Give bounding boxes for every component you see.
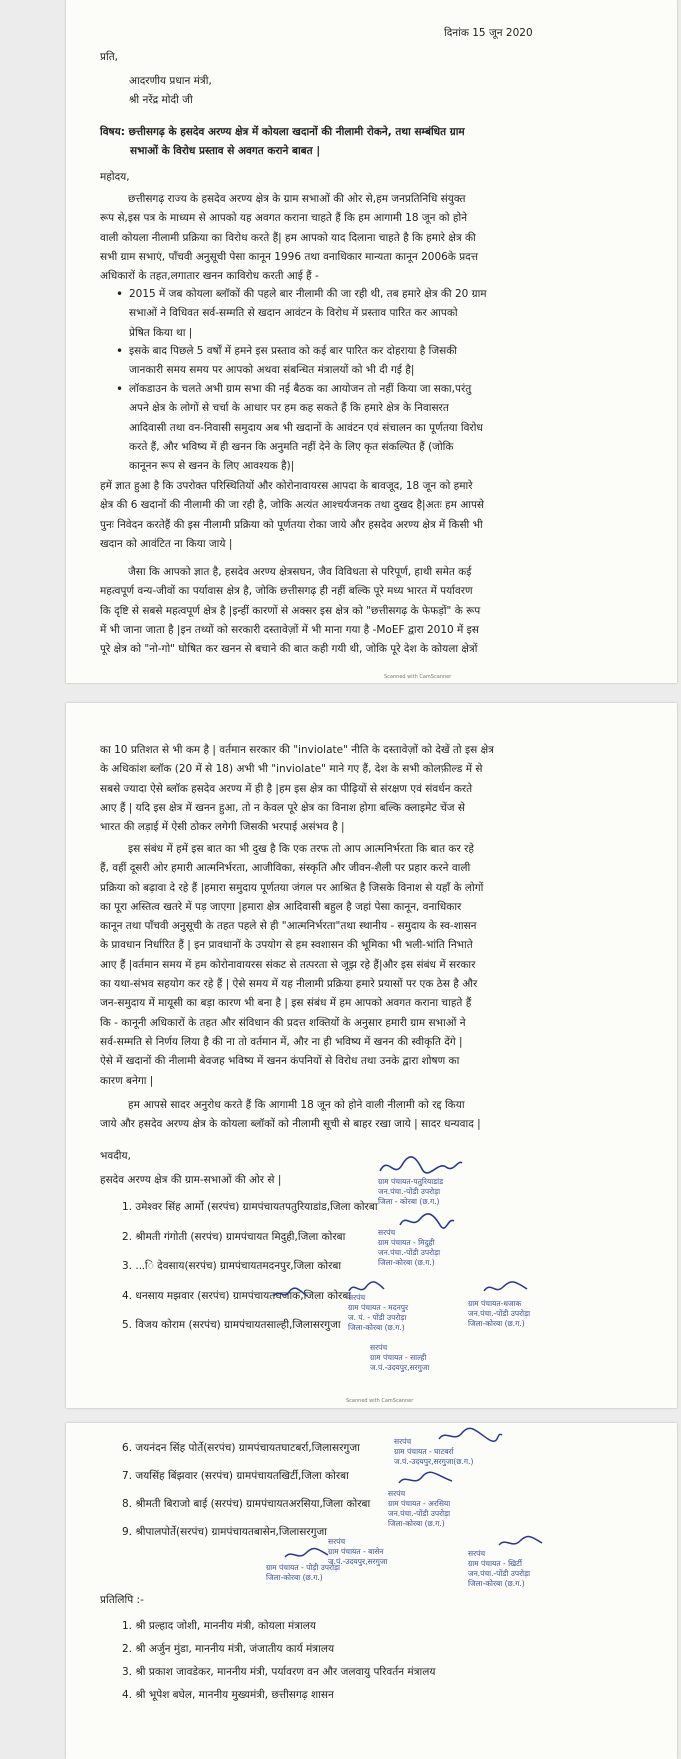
bullet-icon: • [116,344,124,358]
panchayat-stamp: सरपंच ग्राम पंचायत - अरसिया जन.पंचा.-पोंडी उपरोड़ा जिला-कोरबा (छ.ग.) [388,1489,451,1528]
panchayat-stamp: सरपंच ग्राम पंचायत - खिर्टी जन.पंचा.-पोंडी उपरोड़ा जिला-कोरबा (छ.ग.) [468,1549,531,1588]
letter-subject: विषय: छत्तीसगढ़ के हसदेव अरण्य क्षेत्र में कोयला खदानों की नीलामी रोकने, तथा सम्बंधित ग्राम सभाओं के विरोध प्रस्ताव से अवगत कराने बाबत | [100,126,465,158]
letter-date: दिनांक 15 जून 2020 [444,27,533,39]
copy-list: 1. श्री प्रल्हाद जोशी, माननीय मंत्री, कोयला मंत्रालय 2. श्री अर्जुन मुंडा, माननीय मंत्री, जंजातीय कार्य मंत्रालय 3. श्री प्रकाश जावडेकर, माननीय मंत्री, पर्यावरण वन और जलवायु परिवर्तन मंत्रालय 4. श्री भूपेश बघेल, माननीय मुख्यमंत्री, छत्तीसगढ़ शासन [122,1620,436,1701]
panchayat-stamp: सरपंच ग्राम पंचायत - बासेन ज.पं.-उदयपुर,सरगुजा [328,1537,388,1566]
bullet-item: लॉकडाउन के चलते अभी ग्राम सभा की नई बैठक का आयोजन तो नहीं किया जा सका,परंतु अपने क्षेत्र के लोगों से चर्चा के आधार पर हम कह सकते हैं कि हमारे क्षेत्र के निवासरत आदिवासी तथा वन-निवासी समुदाय अब भी खदानों के आवंटन एवं संचालन का पूर्णतया विरोध करते हैं, और भविष्य में ही खनन कि अनुमति नहीं देने के लिए कृत संकल्पित हैं (जोकि कानूनन रूप से खनन के लिए आवश्यक है)| [129,383,483,473]
bullet-item: 2015 में जब कोयला ब्लॉकों की पहले बार नीलामी की जा रही थी, तब हमारे क्षेत्र की 20 ग्राम सभाओं ने विधिवत सर्व-सम्मति से खदान आवंटन के विरोध में प्रस्ताव पारित कर आपको प्रेषित किया था | [129,288,487,339]
salutation: महोदय, [100,171,130,183]
paragraph-2: हमें ज्ञात हुआ है कि उपरोक्त परिस्थितियों और कोरोनावायरस आपदा के बावजूद, 18 जून को हमारे क्षेत्र की 6 खदानों की नीलामी की जा रही है, जोकि अत्यंत आश्चर्यजनक तथा दुखद है|अतः हम आपसे पुनः निवेदन करतेहैं की इस नीलामी प्रक्रिया को पूर्णतया रोका जाये और हसदेव अरण्य क्षेत्र में किसी भी खदान को आवंटित ना किया जाये | [100,480,485,550]
panchayat-stamp: ग्राम पंचायत-पतुरियाडांड जन.पंचा.-पोंडी उपरोड़ा जिला - कोरबा (छ.ग.) [378,1177,444,1206]
panchayat-stamp: सरपंच ग्राम पंचायत - मिदुही जन.पंचा.-पोंडी उपरोड़ा जिला-कोरबा (छ.ग.) [378,1228,441,1267]
paragraph-continued: का 10 प्रतिशत से भी कम है | वर्तमान सरकार की "inviolate" नीति के दस्तावेज़ों को देखें तो इस क्षेत्र के अधिकांश ब्लॉक (20 में से 18) अभी भी "inviolate" माने गए हैं, देश के सभी कोलफ़ील्ड में से सबसे ज्यादा ऐसे ब्लॉक हसदेव अरण्य में ही है |हम इस क्षेत्र का पीढ़ियों से संरक्षण एवं संवर्धन करते आए हैं | यदि इस क्षेत्र में खनन हुआ, तो न केवल पूरे क्षेत्र का विनाश होगा बल्कि क्लाइमेट चेंज से भारत की लड़ाई में ऐसी ठोकर लगेगी जिसकी भरपाई असंभव है | [100,744,494,834]
paragraph-1: छत्तीसगढ़ राज्य के हसदेव अरण्य क्षेत्र के ग्राम सभाओं की ओर से,हम जनप्रतिनिधि संयुक्त रूप से,इस पत्र के माध्यम से आपको यह अवगत कराना चाहते हैं कि हम आगामी 18 जून को होने वाली कोयला नीलामी प्रक्रिया का विरोध करते हैं| हम आपको याद दिलाना चाहते है कि हमारे क्षेत्र की सभी ग्राम सभाएं, पाँचवी अनुसूची पेसा कानून 1996 तथा वनाधिकार मान्यता कानून 2006के प्रदत्त अधिकारों के तहत,लगातार खनन काविरोध करती आई हैं - [100,193,479,283]
camscanner-watermark: Scanned with CamScanner [384,674,452,680]
signature-scribble [271,1286,311,1302]
signature-scribble [396,1471,456,1489]
bullet-icon: • [116,287,124,301]
signature-scribble [282,1547,332,1563]
paragraph-3: जैसा कि आपको ज्ञात है, हसदेव अरण्य क्षेत्रसघन, जैव विविधता से परिपूर्ण, हाथी समेत कई महत्वपूर्ण वन्य-जीवों का पर्यावास क्षेत्र है, जोकि छत्तीसगढ़ ही नहीं बल्कि पूरे मध्य भारत में पर्यावरण कि दृष्टि से सबसे महत्वपूर्ण क्षेत्र है |इन्हीं कारणों से अक्सर इस क्षेत्र को "छत्तीसगढ़ के फेफड़ों" के रूप में भी जाना जाता है |इन तथ्यों को सरकारी दस्तावेज़ों में भी माना गया है -MoEF द्वारा 2010 में इस पूरे क्षेत्र को "नो-गो" घोषित कर खनन से बचाने की बात कही गयी थी, जोकि पूरे देश के कोयला क्षेत्रों [100,566,481,656]
panchayat-stamp: सरपंच ग्राम पंचायत - साल्ही ज.पं.-उदयपुर,सरगुजा [370,1343,430,1372]
paragraph-5: हम आपसे सादर अनुरोध करते हैं कि आगामी 18 जून को होने वाली नीलामी को रद्द किया जाये और हसदेव अरण्य क्षेत्र के कोयला ब्लॉकों को नीलामी सूची से बाहर रखा जाये | सादर धन्यवाद | [100,1099,481,1131]
bullet-icon: • [116,382,124,396]
panchayat-stamp: सरपंच ग्राम पंचायत - मदनपुर ज. पं. - पोंडी उपरोड़ा जिला-कोरबा (छ.ग.) [348,1293,409,1332]
bullet-item: इसके बाद पिछले 5 वर्षों में हमने इस प्रस्ताव को कई बार पारित कर दोहराया है जिसकी जानकारी समय समय पर आपको अथवा संबन्धित मंत्रालयों को भी दी गई है| [129,345,458,377]
camscanner-watermark: Scanned with CamScanner [346,1398,414,1404]
letter-page-2 [66,703,677,1408]
panchayat-stamp: सरपंच ग्राम पंचायत - घाटबर्रा ज.पं.-उदयपुर,सरगुजा(छ.ग.) [394,1437,474,1466]
panchayat-stamp: ग्राम पंचायत - पोड़ी उपरोड़ा जिला-कोरबा (छ.ग.) [266,1563,340,1582]
paragraph-4: इस संबंध में हमें इस बात का भी दुख है कि एक तरफ तो आप आत्मनिर्भरता कि बात कर रहे हैं, वहीं दूसरी ओर हमारी आत्मनिर्भरता, आजीविका, संस्कृति और जीवन-शैली पर प्रहार करने वाली प्रक्रिया को बढ़ावा दे रहे हैं |हमारा समुदाय पूर्णतया जंगल पर आश्रित है जिसके विनाश से यहाँ के लोगों का पूरा अस्तित्व खतरे में पड़ जाएगा |हमारा क्षेत्र आदिवासी बहुल है जहां पेसा कानून, वनाधिकार कानून तथा पाँचवी अनुसूची के तहत पहले से ही "आत्मनिर्भरता"तथा स्थानीय - समुदाय के स्व-शासन के प्रावधान निर्धारित हैं | इन प्रावधानों के उपयोग से हम स्वशासन की भूमिका भी भली-भांति निभाते आए हैं |वर्तमान समय में हम कोरोनावायरस संकट से तत्परता से जूझ रहे हैं|और इस संबंध में सरकार का यथा-संभव सहयोग कर रहे हैं | ऐसे समय में यह नीलामी प्रक्रिया हमारे प्रयासों पर एक ठेस है और जन-समुदाय में मायूसी का बड़ा कारण भी बना है | इस संबंध में हम आपको अवगत कराना चाहते हैं कि - कानूनी अधिकारों के तहत और संविधान की प्रदत्त शक्तियों के अनुसार हमारी ग्राम सभाओं ने सर्व-सम्मति से निर्णय लिया है की ना तो वर्तमान में, और ना ही भविष्य में खनन की स्वीकृति देंगे | ऐसे में खदानों की नीलामी बेवजह भविष्य में खनन कंपनियों से विरोध तथा उनके द्वारा शोषण का कारण बनेगा | [100,843,484,1087]
copy-label: प्रतिलिपि :- [100,1594,144,1606]
signature-scribble [481,1279,531,1297]
signatory-list-continued: 6. जयनंदन सिंह पोर्ते(सरपंच) ग्रामपंचायतघाटबर्रा,जिलासरगुजा 7. जयसिंह बिंझवार (सरपंच) ग्रामपंचायतखिर्टी,जिला कोरबा 8. श्रीमती बिराजो बाई (सरपंच) ग्रामपंचायतअरसिया,जिला कोरबा 9. श्रीपालपोर्ते(सरपंच) ग्रामपंचायतबासेन,जिलासरगुजा [122,1442,371,1538]
recipient-block: आदरणीय प्रधान मंत्री, श्री नरेंद्र मोदी जी [129,75,212,107]
to-label: प्रति, [100,51,119,63]
closing: भवदीय, [100,1150,131,1162]
panchayat-stamp: ग्राम पंचायत-धजाक जन.पंचा.-पोंडी उपरोड़ा जिला-कोरबा (छ.ग.) [468,1299,531,1328]
letter-page-1 [66,0,677,683]
from-line: हसदेव अरण्य क्षेत्र की ग्राम-सभाओं की ओर से | [100,1174,282,1186]
letter-page-3 [66,1423,677,1759]
signatory-list: 1. उमेश्वर सिंह आर्मो (सरपंच) ग्रामपंचायतपतुरियाडांड,जिला कोरबा 2. श्रीमती गंगोती (सरपंच) ग्रामपंचायत मिदुही,जिला कोरबा 3. ...ि देवसाय(सरपंच) ग्रामपंचायतमदनपुर,जिला कोरबा 4. धनसाय मझवार (सरपंच) ग्रामपंचायतधजाक,जिला कोरबा 5. विजय कोराम (सरपंच) ग्रामपंचायतसाल्ही,जिलासरगुजा [122,1201,378,1331]
